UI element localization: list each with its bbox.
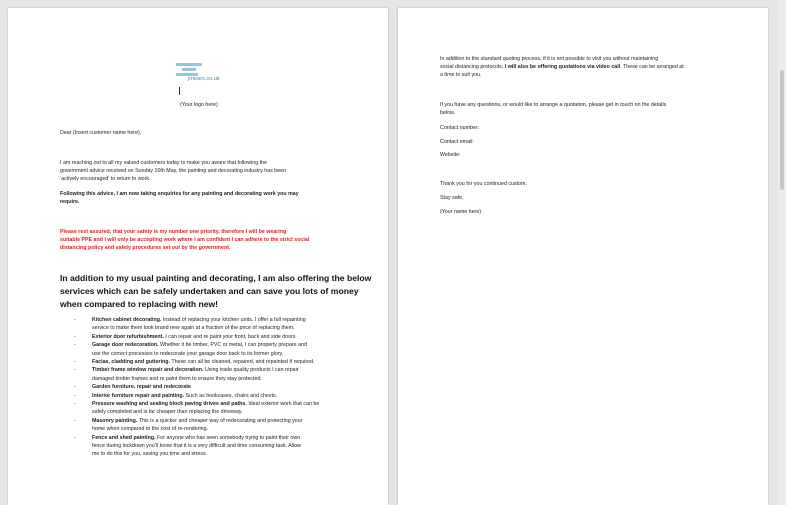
- bullet-marker: -: [74, 359, 76, 365]
- service-title: Garden furniture, repair and redecorate: [92, 384, 191, 391]
- service-text: Whether it be timber, PVC or metal, I can properly prepare and: [158, 342, 307, 349]
- salutation: Dear (Insert customer name here),: [60, 130, 142, 136]
- services-heading-line-3: when compared to replacing with new!: [60, 299, 219, 309]
- service-continuation: home when compared to the cost of re-rendering.: [92, 426, 209, 433]
- bullet-marker: -: [74, 434, 76, 441]
- safety-line-2: suitable PPE and I will only be accepting work where I am confident I can adhere to the strict social: [60, 237, 310, 243]
- service-item-10: [92, 434, 300, 442]
- service-item-6: [92, 383, 191, 391]
- video-line-1: In addition to the standard quoting process, if it is not possible to visit you without maintaining: [440, 56, 659, 62]
- service-item-3: [92, 341, 307, 349]
- bullet-marker: -: [74, 342, 76, 349]
- service-text: Ideal exterior work that can be: [246, 401, 320, 407]
- service-text: For anyone who has seen somebody trying to paint their own: [155, 434, 301, 441]
- intro-line-2: government advice received on Sunday 10th May, the painting and decorating industry has been: [60, 168, 287, 174]
- service-item-8: [92, 400, 319, 408]
- service-text: Using trade quality products I can repair: [203, 367, 299, 374]
- intro-line-1: I am reaching out to all my valued customers today to make you aware that following the: [60, 160, 267, 166]
- questions-line-2: below.: [440, 110, 456, 116]
- following-line-1: Following this advice, I am now taking enquiries for any painting and decorating work you may: [60, 191, 299, 197]
- service-item-5: [92, 366, 299, 374]
- contact-number: Contact number:: [440, 125, 480, 131]
- video-call-bold: I will also be offering quotations via video call: [504, 64, 621, 70]
- safety-line-1: Please rest assured, that your safety is my number one priority, therefore I will be wearing: [60, 229, 287, 235]
- service-title: Garage door redecoration.: [92, 342, 159, 349]
- contact-email: Contact email:: [440, 139, 474, 145]
- bullet-marker: -: [74, 392, 76, 399]
- video-line-2-end: . These can be arranged at: [620, 64, 684, 70]
- service-title: Fence and shed painting.: [92, 434, 156, 441]
- service-title: Exterior door refurbishment.: [92, 333, 164, 340]
- service-item-9: [92, 417, 302, 425]
- service-continuation: use the correct processes to redecorate your garage door back to its former glory.: [92, 350, 284, 357]
- service-item-4: [92, 358, 315, 366]
- service-title: Facias, cladding and guttering.: [92, 359, 170, 365]
- service-continuation: safely completed and is far cheaper than replacing the driveway.: [92, 409, 243, 416]
- document-page-1[interactable]: [8, 8, 388, 505]
- services-heading-line-2: services which can be safely undertaken and can save you lots of money: [60, 286, 359, 296]
- following-line-2: require.: [60, 199, 80, 205]
- service-item-7: [92, 392, 277, 400]
- services-heading-line-1: In addition to my usual painting and decorating, I am also offering the below: [60, 273, 372, 283]
- service-title: Kitchen cabinet decorating.: [92, 317, 162, 323]
- service-item-1: [92, 316, 306, 324]
- service-item-2: [92, 333, 295, 341]
- service-title: Pressure washing and sealing block paving drives and paths.: [92, 401, 247, 407]
- service-title: Interior furniture repair and painting.: [92, 392, 185, 399]
- logo-text: jmears.co.uk: [188, 76, 220, 82]
- stay-safe-line: Stay safe,: [440, 195, 464, 201]
- logo-placeholder: (Your logo here): [180, 102, 218, 108]
- website: Website:: [440, 152, 461, 158]
- bullet-marker: -: [74, 417, 76, 424]
- document-page-2[interactable]: [398, 8, 768, 505]
- service-text: This is a quicker and cheaper way of redecorating and protecting your: [137, 417, 303, 424]
- service-continuation: fence during lockdown you’ll know that it is a very difficult and time consuming task. Allow: [92, 443, 301, 449]
- intro-line-3: ‘actively encouraged’ to return to work.: [60, 176, 151, 182]
- thanks-line: Thank you for you continued custom.: [440, 181, 527, 187]
- text-cursor: [179, 87, 180, 95]
- bullet-marker: -: [74, 367, 76, 374]
- questions-line-1: If you have any questions, or would like to arrange a quotation, please get in touch on the details: [440, 102, 667, 108]
- service-text: Such as bookcases, chairs and chests.: [184, 392, 278, 399]
- video-line-3: a time to suit you.: [440, 72, 482, 78]
- service-continuation: service to make them look brand new again at a fraction of the price of replacing them.: [92, 325, 295, 332]
- service-continuation: me to do this for you, saving you time and stress.: [92, 451, 208, 458]
- service-text: Instead of replacing your kitchen units, I offer a full repainting: [161, 317, 306, 323]
- video-line-2-start: social distancing protocols,: [440, 64, 505, 70]
- service-title: Timber frame window repair and decoration.: [92, 367, 204, 374]
- scrollbar-thumb[interactable]: [780, 70, 784, 190]
- bullet-marker: -: [74, 317, 76, 323]
- bullet-marker: -: [74, 333, 76, 340]
- signature-name: (Your name here): [440, 209, 482, 215]
- bullet-marker: -: [74, 401, 76, 407]
- service-text: I can repair and re paint your front, back and side doors: [163, 333, 296, 340]
- bullet-marker: -: [74, 384, 76, 391]
- safety-line-3: distancing policy and safety procedures set out by the government.: [60, 245, 231, 251]
- service-continuation: damaged timber frames and re paint them to ensure they stay protected.: [92, 375, 262, 382]
- service-title: Masonry painting.: [92, 417, 138, 424]
- service-text: These can all be cleaned, repaired, and repainted if required.: [170, 359, 315, 365]
